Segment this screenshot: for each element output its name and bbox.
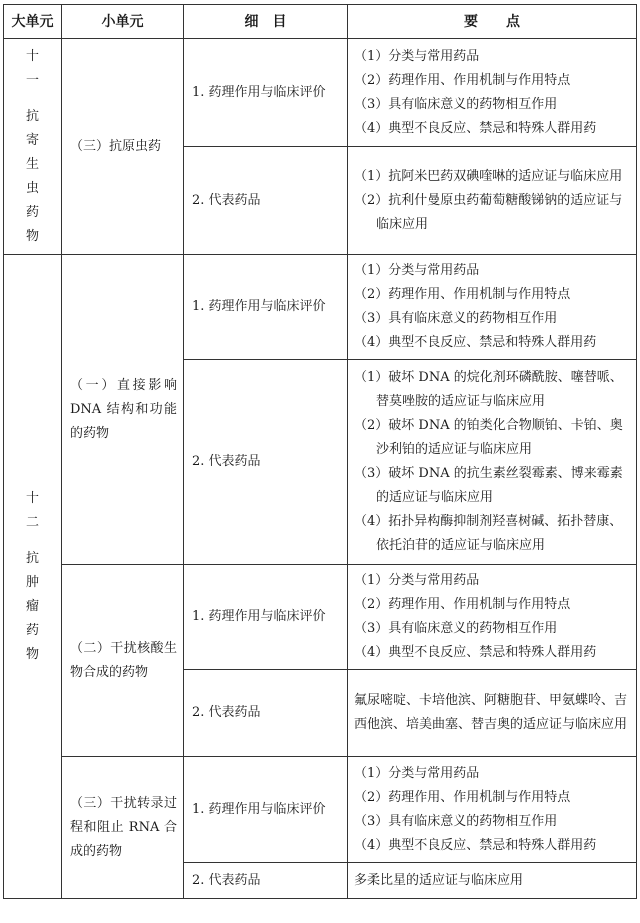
point-item: （4）典型不良反应、禁忌和特殊人群用药 (354, 645, 597, 660)
point-item: 氟尿嘧啶、卡培他滨、阿糖胞苷、甲氨蝶呤、吉西他滨、培美曲塞、替吉奥的适应证与临床应用 (354, 693, 628, 732)
point-item: （4）典型不良反应、禁忌和特殊人群用药 (354, 335, 597, 350)
major-unit-antiparasitic: 十 一 抗 寄 生 虫 药 物 (4, 39, 62, 255)
detail-pharmacology: 1. 药理作用与临床评价 (184, 565, 348, 670)
point-item: （4）拓扑异构酶抑制剂羟喜树碱、拓扑替康、依托泊苷的适应证与临床应用 (354, 514, 623, 553)
syllabus-table (3, 4, 637, 899)
header-row (4, 5, 637, 39)
detail-representative-drugs: 2. 代表药品 (184, 670, 348, 757)
point-item: （1）抗阿米巴药双碘喹啉的适应证与临床应用 (354, 168, 623, 184)
points-cell (348, 255, 637, 360)
detail-pharmacology: 1. 药理作用与临床评价 (184, 757, 348, 863)
point-item: （2）药理作用、作用机制与作用特点 (354, 72, 571, 88)
point-item: （1）分类与常用药品 (354, 765, 480, 781)
point-item: （2）药理作用、作用机制与作用特点 (354, 789, 571, 805)
detail-pharmacology: 1. 药理作用与临床评价 (184, 255, 348, 360)
table-row (4, 255, 637, 360)
point-item: （2）药理作用、作用机制与作用特点 (354, 597, 571, 612)
points-cell (348, 670, 637, 757)
point-item: （3）具有临床意义的药物相互作用 (354, 813, 558, 829)
sub-unit-nucleic-acid-synthesis: （二）干扰核酸生物合成的药物 (62, 565, 184, 757)
point-item: （3）破坏 DNA 的抗生素丝裂霉素、博来霉素的适应证与临床应用 (354, 466, 623, 505)
sub-unit-antiprotozoal: （三）抗原虫药 (62, 39, 184, 255)
point-item: （4）典型不良反应、禁忌和特殊人群用药 (354, 837, 597, 853)
point-item: （4）典型不良反应、禁忌和特殊人群用药 (354, 120, 597, 136)
sub-unit-dna-agents: （一）直接影响DNA 结构和功能的药物 (62, 255, 184, 565)
point-item: （1）破坏 DNA 的烷化剂环磷酰胺、噻替哌、替莫唑胺的适应证与临床应用 (354, 370, 623, 409)
point-item: （3）具有临床意义的药物相互作用 (354, 311, 558, 326)
point-item: （1）分类与常用药品 (354, 263, 480, 278)
point-item: （1）分类与常用药品 (354, 573, 480, 588)
point-item: （2）抗利什曼原虫药葡萄糖酸锑钠的适应证与临床应用 (354, 192, 623, 232)
header-sub-unit: 小单元 (62, 5, 184, 39)
detail-representative-drugs: 2. 代表药品 (184, 360, 348, 565)
detail-representative-drugs: 2. 代表药品 (184, 863, 348, 899)
sub-unit-rna-synthesis: （三）干扰转录过程和阻止 RNA 合成的药物 (62, 757, 184, 899)
header-points: 要 点 (348, 5, 637, 39)
detail-pharmacology: 1. 药理作用与临床评价 (184, 39, 348, 147)
points-cell (348, 360, 637, 565)
header-major-unit: 大单元 (4, 5, 62, 39)
major-unit-antineoplastic: 十 二 抗 肿 瘤 药 物 (4, 255, 62, 899)
table-row (4, 39, 637, 147)
point-item: （3）具有临床意义的药物相互作用 (354, 621, 558, 636)
header-detail: 细 目 (184, 5, 348, 39)
point-item: 多柔比星的适应证与临床应用 (354, 872, 524, 888)
points-cell (348, 863, 637, 899)
points-cell (348, 757, 637, 863)
points-cell (348, 147, 637, 255)
point-item: （2）药理作用、作用机制与作用特点 (354, 287, 571, 302)
points-cell (348, 39, 637, 147)
detail-representative-drugs: 2. 代表药品 (184, 147, 348, 255)
point-item: （1）分类与常用药品 (354, 48, 480, 64)
table-row (4, 565, 637, 670)
table-row (4, 757, 637, 863)
point-item: （3）具有临床意义的药物相互作用 (354, 96, 558, 112)
point-item: （2）破坏 DNA 的铂类化合物顺铂、卡铂、奥沙利铂的适应证与临床应用 (354, 418, 623, 457)
points-cell (348, 565, 637, 670)
